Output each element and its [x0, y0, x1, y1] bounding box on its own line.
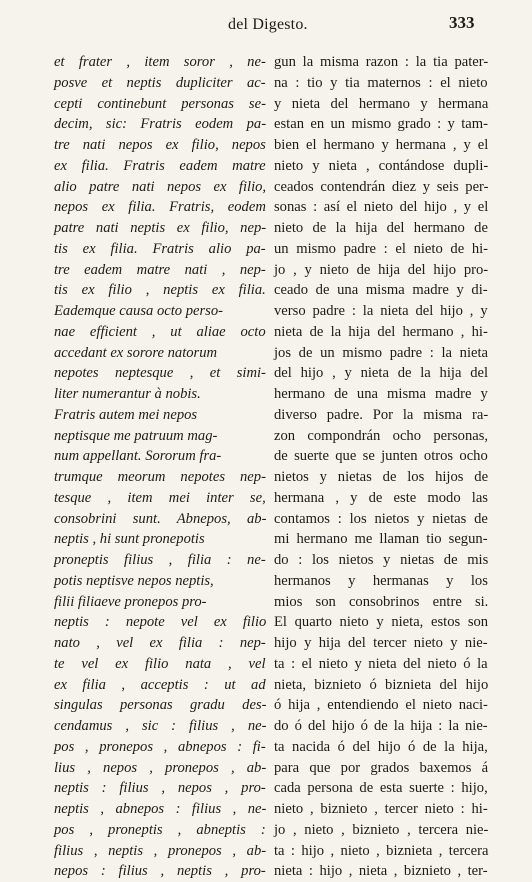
latin-text-line: accedant ex sorore natorum: [54, 344, 218, 361]
spanish-text-line: ó hija , entendiendo el nieto naci-: [274, 697, 488, 714]
latin-text-line: singulas personas gradu des-: [54, 697, 267, 714]
spanish-text-line: do : los nietos y nietas de mis: [274, 552, 489, 568]
spanish-text-line: na : tio y tia maternos : el nieto: [274, 74, 488, 91]
spanish-text-line: un mismo padre : el nieto de hi-: [274, 240, 489, 257]
latin-text-line: tis ex filia. Fratris alio pa-: [54, 240, 266, 257]
latin-text-line: filius , neptis , pronepos , ab-: [54, 842, 267, 859]
latin-text-line: lius , nepos , pronepos , ab-: [54, 759, 267, 776]
spanish-text-line: cada persona de esta suerte : hijo,: [274, 780, 488, 797]
latin-text-line: filii filiaeve pronepos pro-: [54, 593, 207, 610]
latin-text-line: ex filia , acceptis : ut ad: [54, 676, 266, 693]
latin-text-line: alio patre nati nepos ex filio,: [54, 178, 267, 195]
spanish-text-line: de suerte que se junten otros ocho: [274, 448, 488, 465]
latin-text-line: nepos : filius , neptis , pro-: [54, 863, 266, 880]
spanish-text-line: zon compondrán ocho personas,: [274, 427, 489, 444]
latin-text-line: neptis : nepote vel ex filio: [54, 614, 267, 631]
latin-text-line: pos , pronepos , abnepos : fi-: [54, 738, 266, 755]
spanish-text-line: bien el hermano y hermana , y el: [274, 137, 489, 153]
latin-text-line: num appellant. Sororum fra-: [54, 448, 222, 465]
spanish-text-line: hijo y hija del tercer nieto y nie-: [274, 635, 488, 651]
latin-text-line: patre nati neptis ex filio, nep-: [54, 220, 267, 236]
latin-text-line: nato , vel ex filia : nep-: [54, 635, 266, 651]
spanish-column: [274, 52, 488, 882]
latin-text-line: potis neptisve nepos neptis,: [54, 572, 214, 589]
spanish-text-line: El quarto nieto y nieta, estos son: [274, 614, 489, 631]
latin-text-line: tre nati nepos ex filio, nepos: [54, 137, 266, 153]
latin-text-line: et frater , item soror , ne-: [54, 54, 266, 70]
latin-text-line: cendamus , sic : filius , ne-: [54, 718, 267, 734]
spanish-text-line: gun la misma razon : la tia pater-: [274, 54, 489, 70]
spanish-text-line: del hijo , y nieta de la hija del: [274, 365, 489, 382]
spanish-text-line: nieta : hijo , nieta , biznieto , ter-: [274, 863, 488, 880]
latin-column: [54, 52, 266, 882]
latin-text-line: neptis , hi sunt pronepotis: [54, 531, 205, 548]
latin-text-line: tesque , item mei inter se,: [54, 489, 266, 506]
running-title: del Digesto.: [228, 16, 308, 33]
latin-text-line: te vel ex filio nata , vel: [54, 655, 266, 672]
spanish-text-line: ta : el nieto y nieta del nieto ó la: [274, 655, 488, 672]
spanish-text-line: ta : hijo , nieto , biznieta , tercera: [274, 842, 489, 859]
spanish-text-line: hermanos y hermanas y los: [274, 572, 488, 589]
spanish-text-line: estan en un mismo grado : y tam-: [274, 116, 488, 133]
spanish-text-line: hermano de una misma madre y: [274, 386, 488, 402]
spanish-text-line: hermana , y de este modo las: [274, 489, 488, 506]
latin-text-line: nae efficient , ut aliae octo: [54, 323, 266, 340]
latin-text-line: ex filia. Fratris eadem matre: [54, 157, 266, 174]
latin-text-line: trumque meorum nepotes nep-: [54, 469, 266, 485]
spanish-text-line: ceado de una misma madre y di-: [274, 282, 488, 299]
latin-text-line: cepti continebunt personas se-: [54, 95, 266, 112]
spanish-text-line: diverso padre. Por la misma ra-: [274, 406, 489, 423]
page-header: [0, 10, 532, 36]
latin-text-line: tis ex filio , neptis ex filia.: [54, 282, 266, 299]
spanish-text-line: nieta de la hija del hermano , hi-: [274, 323, 488, 340]
spanish-text-line: mios son consobrinos entre si.: [274, 593, 489, 610]
spanish-text-line: jos de un mismo padre : la nieta: [274, 344, 489, 361]
latin-text-line: tre eadem matre nati , nep-: [54, 261, 266, 278]
latin-text-line: neptis : filius , nepos , pro-: [54, 780, 266, 797]
latin-text-line: liter numerantur à nobis.: [54, 386, 201, 402]
latin-text-line: decim, sic: Fratris eodem pa-: [54, 116, 267, 133]
spanish-text-line: nieto y nieta , contándose dupli-: [274, 157, 489, 174]
latin-text-line: consobrini sunt. Abnepos, ab-: [54, 510, 267, 527]
spanish-text-line: nieto de la hija del hermano de: [274, 220, 488, 236]
spanish-text-line: verso padre : la nieta del hijo , y: [274, 303, 488, 319]
page-number: 333: [449, 13, 475, 32]
latin-text-line: nepotes neptesque , et simi-: [54, 365, 266, 382]
latin-text-line: Fratris autem mei nepos: [54, 406, 198, 423]
spanish-text-line: sonas : así el nieto del hijo , y el: [274, 199, 489, 216]
spanish-text-line: ta nacida ó del hijo ó de la hija,: [274, 738, 488, 755]
spanish-text-line: contamos : los nietos y nietas de: [274, 510, 488, 527]
spanish-text-line: y nieta del hermano y hermana: [274, 95, 489, 112]
latin-text-line: proneptis filius , filia : ne-: [54, 552, 266, 568]
spanish-text-line: para que por grados baxemos á: [274, 759, 489, 776]
spanish-text-line: nieta, biznieto ó biznieta del hijo: [274, 676, 489, 693]
latin-text-line: Eademque causa octo perso-: [54, 303, 224, 319]
spanish-text-line: nietos y nietas de los hijos de: [274, 469, 489, 485]
spanish-text-line: nieto , biznieto , tercer nieto : hi-: [274, 801, 488, 817]
latin-text-line: neptisque me patruum mag-: [54, 427, 218, 444]
spanish-text-line: jo , y nieto de hija del hijo pro-: [274, 261, 489, 278]
latin-text-line: nepos ex filia. Fratris, eodem: [54, 199, 266, 216]
latin-text-line: pos , proneptis , abneptis :: [54, 821, 266, 838]
spanish-text-line: mi hermano me llaman tio segun-: [274, 531, 488, 548]
spanish-text-line: do ó del hijo ó de la hija : la nie-: [274, 718, 488, 734]
spanish-text-line: jo , nieto , biznieto , tercera nie-: [274, 821, 489, 838]
latin-text-line: neptis , abnepos : filius , ne-: [54, 801, 267, 817]
spanish-text-line: ceados contendrán diez y seis per-: [274, 178, 489, 195]
latin-text-line: posve et neptis dupliciter ac-: [54, 74, 266, 91]
